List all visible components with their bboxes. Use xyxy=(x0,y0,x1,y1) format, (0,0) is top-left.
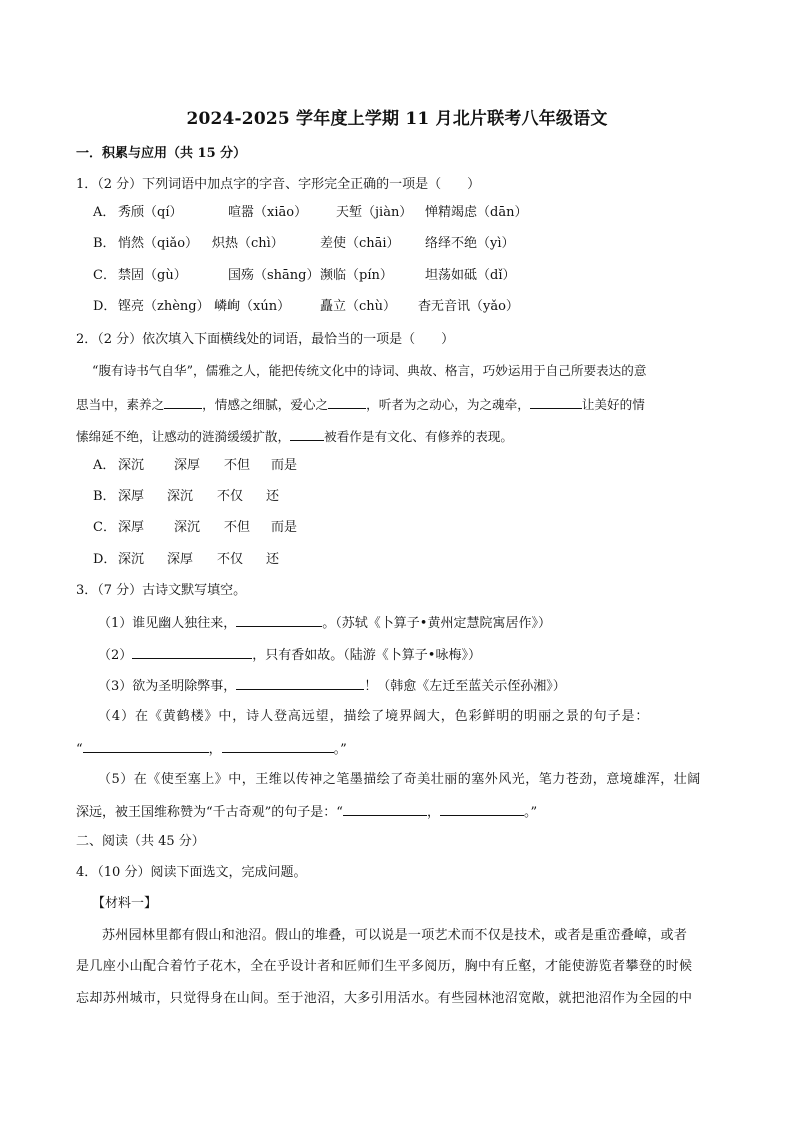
q2-option-letter: A． xyxy=(93,458,116,473)
q1-option-letter: C． xyxy=(93,268,116,283)
q3-text: ！（韩愈《左迁至蓝关示侄孙湘》） xyxy=(364,679,566,694)
q4-material-label: 【材料一】 xyxy=(92,896,158,911)
q2-word: 不但 xyxy=(224,458,251,473)
q1-item: 铿亮（zhèng） xyxy=(118,299,210,314)
q1-item: 差使（chāi） xyxy=(320,236,400,251)
q2-word: 还 xyxy=(266,489,280,504)
q2-word: 深厚 xyxy=(174,458,201,473)
q2-passage-line xyxy=(76,428,513,445)
q2-word: 不但 xyxy=(224,520,251,535)
q2-stem: 2．（2 分）依次填入下面横线处的词语，最恰当的一项是（ ） xyxy=(76,332,455,347)
q3-text: （2） xyxy=(98,648,133,663)
q2-option-letter: B． xyxy=(93,489,116,504)
q1-item: 国殇（shāng） xyxy=(228,268,320,283)
q3-text: ， xyxy=(426,805,440,820)
q4-stem: 4．（10 分）阅读下面选文，完成问题。 xyxy=(76,865,307,880)
q2-text: 愫绵延不绝，让感动的涟漪缓缓扩散， xyxy=(76,429,291,444)
page-title: 2024-2025 学年度上学期 11 月北片联考八年级语文 xyxy=(186,109,608,129)
q1-item: 天堑（jiàn） xyxy=(336,205,413,220)
q2-word: 深沉 xyxy=(118,458,145,473)
q1-item: 濒临（pín） xyxy=(320,268,393,283)
q3-blank-3[interactable] xyxy=(236,677,364,690)
q2-word: 不仅 xyxy=(217,552,244,567)
q3-item-4: （4）在《黄鹤楼》中，诗人登高远望，描绘了境界阔大，色彩鲜明的明丽之景的句子是： xyxy=(98,709,650,724)
q1-item: 坦荡如砥（dǐ） xyxy=(425,268,516,283)
q3-blank-4[interactable] xyxy=(83,740,209,753)
q3-blank-2[interactable] xyxy=(132,646,252,659)
q3-blank-1[interactable] xyxy=(236,614,322,627)
q3-blank-7[interactable] xyxy=(440,803,524,816)
q3-item-1 xyxy=(98,614,551,632)
q1-item: 悄然（qiǎo） xyxy=(118,236,199,251)
q3-item-5: （5）在《使至塞上》中，王维以传神之笔墨描绘了奇美壮丽的塞外风光，笔力苍劲，意境雄浑，壮阔 xyxy=(98,772,701,787)
q3-blank-6[interactable] xyxy=(343,803,427,816)
q1-item: 炽热（chì） xyxy=(212,236,284,251)
q1-option-letter: A． xyxy=(93,205,116,220)
q3-text: “ xyxy=(76,742,83,757)
q3-text: 深远，被王国维称赞为“千古奇观”的句子是：“ xyxy=(76,805,343,820)
q3-text: （1）谁见幽人独往来， xyxy=(98,616,237,631)
q2-option-letter: C． xyxy=(93,520,116,535)
q3-text: ， xyxy=(208,742,222,757)
q3-item-5-answer xyxy=(76,803,537,821)
q1-item: 惮精竭虑（dān） xyxy=(425,205,528,220)
q3-stem: 3．（7 分）古诗文默写填空。 xyxy=(76,583,247,598)
q3-blank-5[interactable] xyxy=(222,740,334,753)
q2-blank-1[interactable] xyxy=(164,396,202,409)
section1-heading: 一．积累与应用（共 15 分） xyxy=(76,146,247,161)
q4-paragraph-line: 是几座小山配合着竹子花木，全在乎设计者和匠师们生平多阅历，胸中有丘壑，才能使游览者攀登的时候 xyxy=(76,959,693,974)
q2-text: ，听者为之动心，为之魂牵， xyxy=(366,397,530,412)
section2-heading: 二、阅读（共 45 分） xyxy=(76,834,205,849)
q3-text: ，只有香如故。（陆游《卜算子•咏梅》） xyxy=(252,648,481,663)
q2-passage-line: “腹有诗书气自华”，儒雅之人，能把传统文化中的诗词、典故、格言，巧妙运用于自己所要表达的意 xyxy=(92,363,647,378)
q2-text: ，情感之细腻，爱心之 xyxy=(202,397,329,412)
q2-blank-2[interactable] xyxy=(328,396,366,409)
q1-stem: 1．（2 分）下列词语中加点字的字音、字形完全正确的一项是（ ） xyxy=(76,177,481,192)
q2-text: 让美好的情 xyxy=(581,397,645,412)
q2-passage-line xyxy=(76,396,645,413)
q3-text: 。（苏轼《卜算子•黄州定慧院寓居作》） xyxy=(322,616,551,631)
q1-item: 络绎不绝（yì） xyxy=(425,236,515,251)
q2-word: 不仅 xyxy=(217,489,244,504)
q2-word: 深厚 xyxy=(118,520,145,535)
q2-text: 思当中，素养之 xyxy=(76,397,165,412)
q1-item: 喧嚣（xiāo） xyxy=(228,205,308,220)
q2-word: 深沉 xyxy=(118,552,145,567)
q3-text: 。” xyxy=(333,742,347,757)
q1-item: 杳无音讯（yǎo） xyxy=(418,299,519,314)
q4-paragraph-line: 苏州园林里都有假山和池沼。假山的堆叠，可以说是一项艺术而不仅是技术，或者是重峦叠嶂，或者 xyxy=(102,928,688,943)
q2-blank-4[interactable] xyxy=(290,428,324,441)
q2-blank-3[interactable] xyxy=(530,396,582,409)
q1-item: 矗立（chù） xyxy=(320,299,397,314)
q2-text: 被看作是有文化、有修养的表现。 xyxy=(324,429,513,444)
q2-word: 深沉 xyxy=(167,489,194,504)
q4-paragraph-line: 忘却苏州城市，只觉得身在山间。至于池沼，大多引用活水。有些园林池沼宽敞，就把池沼作为全园的中 xyxy=(76,991,693,1006)
q2-word: 深沉 xyxy=(174,520,201,535)
q2-option-letter: D． xyxy=(93,552,117,567)
q1-item: 嶙峋（xún） xyxy=(214,299,291,314)
q2-word: 还 xyxy=(266,552,280,567)
q1-item: 禁固（gù） xyxy=(118,268,187,283)
q3-item-3 xyxy=(98,677,566,695)
q2-word: 而是 xyxy=(271,520,298,535)
q2-word: 而是 xyxy=(271,458,298,473)
q2-word: 深厚 xyxy=(118,489,145,504)
q3-item-4-answer xyxy=(76,740,347,758)
q3-item-2 xyxy=(98,646,481,664)
q3-text: （3）欲为圣明除弊事， xyxy=(98,679,237,694)
q1-option-letter: B． xyxy=(93,236,116,251)
q1-option-letter: D． xyxy=(93,299,117,314)
q2-word: 深厚 xyxy=(167,552,194,567)
q1-item: 秀颀（qí） xyxy=(118,205,183,220)
q3-text: 。” xyxy=(523,805,538,820)
